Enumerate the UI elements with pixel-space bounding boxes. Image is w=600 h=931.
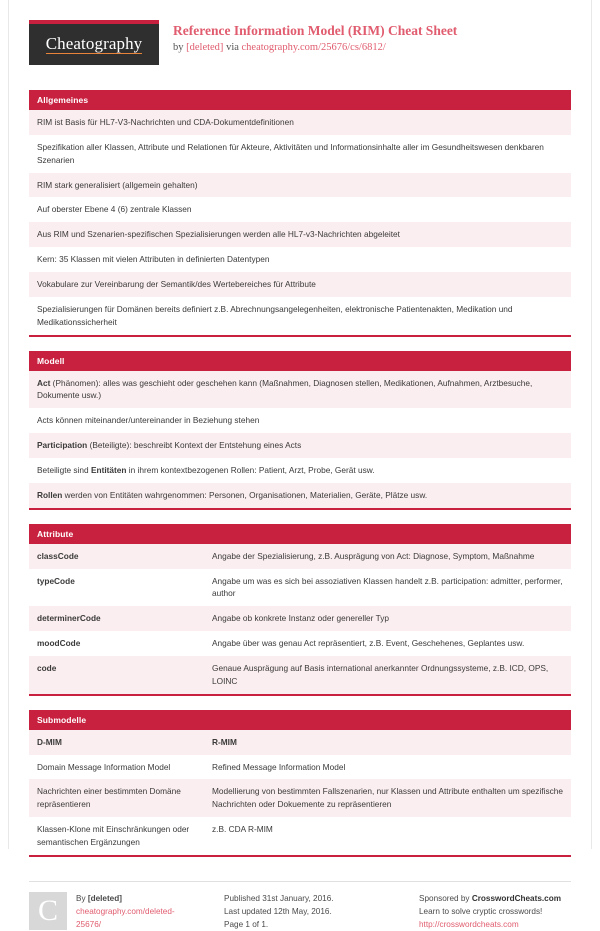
- sheet-header: [29, 20, 571, 74]
- table-row: [29, 173, 571, 198]
- row-description: Genaue Ausprägung auf Basis international anerkannter Ordnungssysteme, z.B. ICD, OPS, LOINC: [212, 663, 549, 686]
- section-header: Modell: [29, 351, 571, 371]
- table-row: [29, 247, 571, 272]
- sheet-footer: [29, 871, 571, 931]
- table-row: [29, 110, 571, 135]
- row-text: RIM stark generalisiert (allgemein gehalten): [37, 179, 198, 190]
- section: [29, 524, 571, 696]
- table-row: [29, 458, 571, 483]
- row-text: RIM ist Basis für HL7-V3-Nachrichten und CDA-Dokumentdefinitionen: [37, 117, 294, 127]
- table-row: [29, 755, 571, 780]
- section-header: Allgemeines: [29, 90, 571, 110]
- table-row: [29, 544, 571, 569]
- row-term: classCode: [37, 550, 79, 561]
- row-text: Aus RIM und Szenarien-spezifischen Spezialisierungen werden alle HL7-v3-Nachrichten abgeleitet: [37, 229, 400, 240]
- row-term: determinerCode: [37, 613, 101, 624]
- title-block: [173, 20, 457, 55]
- footer-sponsor-lines: [419, 892, 571, 931]
- published-date: Published 31st January, 2016.: [224, 893, 334, 903]
- sections-container: [29, 90, 571, 857]
- section-header: Attribute: [29, 524, 571, 544]
- by-label: by: [173, 42, 187, 54]
- logo-text: Cheatography: [45, 34, 143, 53]
- footer-dates-lines: [224, 892, 409, 931]
- row-text: Spezifikation aller Klassen, Attribute und Relationen für Akteure, Aktivitäten und Informationsinhalte aller im Gesundheitswesen denkbaren Szenarien: [37, 141, 544, 165]
- row-text: Acts können miteinander/untereinander in Beziehung stehen: [37, 415, 260, 426]
- sponsor-url-link[interactable]: http://crosswordcheats.com: [419, 920, 519, 930]
- table-row: [29, 197, 571, 222]
- row-term: Rollen: [37, 489, 63, 500]
- table-row: [29, 730, 571, 755]
- row-description: Angabe der Spezialisierung, z.B. Ausprägung von Act: Diagnose, Symptom, Maßnahme: [212, 550, 535, 561]
- row-term: Act: [37, 377, 51, 388]
- sponsor-name: CrosswordCheats.com: [471, 893, 561, 903]
- row-description: z.B. CDA R-MIM: [212, 824, 273, 835]
- row-text: Auf oberster Ebene 4 (6) zentrale Klassen: [37, 204, 192, 215]
- table-row: [29, 817, 571, 855]
- row-description: (Phänomen): alles was geschieht oder geschehen kann (Maßnahmen, Diagnosen stellen, Medikationen, Aufnahmen, Arztbesuche, Dokumente usw.): [37, 377, 533, 401]
- footer-profile-link-1[interactable]: cheatography.com/deleted-: [76, 907, 175, 917]
- row-text: [37, 464, 563, 477]
- row-text: Spezialisierungen für Domänen bereits definiert z.B. Abrechnungsangelegenheiten, elektronische Patientenakten, Medikation und Medikationssicherheit: [37, 303, 513, 327]
- row-text: [37, 377, 563, 403]
- row-text-pre: Beteiligte sind: [37, 465, 91, 476]
- section-header: Submodelle: [29, 710, 571, 730]
- table-row: [29, 569, 571, 607]
- page-count: Page 1 of 1.: [224, 920, 269, 930]
- footer-author-column: [29, 881, 224, 931]
- table-row: [29, 297, 571, 335]
- row-text: [37, 489, 563, 502]
- row-description: R-MIM: [212, 736, 237, 747]
- section: [29, 90, 571, 337]
- table-row: [29, 135, 571, 173]
- footer-by-label: By: [76, 893, 88, 903]
- sheet-body: [8, 0, 592, 930]
- updated-date: Last updated 12th May, 2016.: [224, 907, 332, 917]
- sponsor-tagline: Learn to solve cryptic crosswords!: [419, 907, 543, 917]
- footer-profile-link-2[interactable]: 25676/: [76, 920, 102, 930]
- row-term: code: [37, 663, 57, 674]
- byline: [173, 41, 457, 55]
- table-row: [29, 408, 571, 433]
- row-term: Domain Message Information Model: [37, 761, 171, 772]
- sponsor-line: [419, 892, 571, 905]
- sponsor-prefix: Sponsored by: [419, 893, 472, 903]
- row-description: werden von Entitäten wahrgenommen: Personen, Organisationen, Materialien, Geräte, Plätze usw.: [62, 489, 428, 500]
- table-row: [29, 606, 571, 631]
- via-label: via: [223, 42, 242, 54]
- page-title: Reference Information Model (RIM) Cheat Sheet: [173, 23, 458, 38]
- row-description: Angabe über was genau Act repräsentiert, z.B. Event, Geschehenes, Geplantes usw.: [212, 638, 525, 649]
- table-row: [29, 656, 571, 694]
- section: [29, 351, 571, 510]
- row-text: [37, 439, 563, 452]
- footer-author-name: [deleted]: [87, 893, 122, 903]
- row-term: moodCode: [37, 638, 81, 649]
- table-row: [29, 779, 571, 817]
- row-text: Vokabulare zur Vereinbarung der Semantik/des Wertebereiches für Attribute: [37, 279, 316, 290]
- table-row: [29, 222, 571, 247]
- row-description: Angabe um was es sich bei assoziativen Klassen handelt z.B. participation: admitter, performer, author: [212, 575, 563, 599]
- row-text: Kern: 35 Klassen mit vielen Attributen in definierten Datentypen: [37, 254, 270, 265]
- row-term: Entitäten: [90, 465, 127, 476]
- footer-dates-column: [224, 881, 419, 931]
- row-term: D-MIM: [37, 736, 62, 747]
- row-description: Modellierung von bestimmten Fallszenarien, nur Klassen und Attribute enthalten um spezifische Nachrichten oder Dokuemente zu repräsentieren: [212, 786, 563, 810]
- table-row: [29, 483, 571, 508]
- footer-by-line: [76, 892, 214, 905]
- footer-author-lines: [76, 892, 214, 931]
- avatar: C: [29, 892, 67, 930]
- row-term: typeCode: [37, 575, 75, 586]
- section: [29, 710, 571, 857]
- author-link[interactable]: [deleted]: [186, 42, 224, 54]
- table-row: [29, 631, 571, 656]
- cheatography-logo[interactable]: [29, 20, 159, 65]
- row-description: Angabe ob konkrete Instanz oder genereller Typ: [212, 613, 389, 624]
- footer-sponsor-column: [419, 881, 571, 931]
- table-row: [29, 433, 571, 458]
- row-term: Participation: [37, 440, 88, 451]
- row-text-post: in ihrem kontextbezogenen Rollen: Patient, Arzt, Probe, Gerät usw.: [126, 465, 375, 476]
- row-description: Refined Message Information Model: [212, 761, 346, 772]
- row-term: Nachrichten einer bestimmten Domäne repräsentieren: [37, 786, 181, 810]
- table-row: [29, 272, 571, 297]
- row-description: (Beteiligte): beschreibt Kontext der Entstehung eines Acts: [87, 440, 302, 451]
- row-term: Klassen-Klone mit Einschränkungen oder semantischen Ergänzungen: [37, 824, 190, 848]
- source-url-link[interactable]: cheatography.com/25676/cs/6812/: [241, 42, 386, 54]
- table-row: [29, 371, 571, 409]
